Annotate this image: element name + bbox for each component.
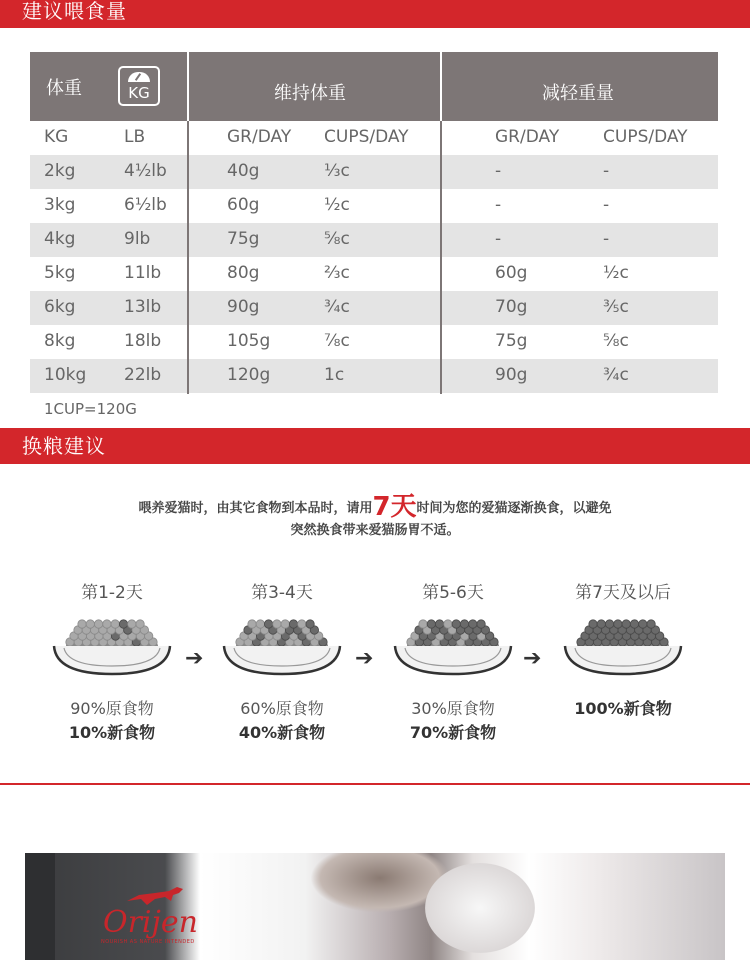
subheader-reduce-cups: CUPS/DAY — [603, 127, 688, 147]
cell-kg: 6kg — [44, 297, 76, 317]
table-row — [30, 325, 718, 359]
cell-reduce-cups: - — [603, 161, 610, 181]
subheader-maintain-gr: GR/DAY — [227, 127, 292, 147]
feeding-section-banner — [0, 0, 750, 28]
feeding-section-title: 建议喂食量 — [22, 0, 127, 23]
step-new-food: 10%新食物 — [68, 723, 156, 742]
step-old-food: 90%原食物 — [70, 699, 154, 718]
arrow-right-icon: ➔ — [355, 646, 374, 671]
logo-tagline: NOURISH AS NATURE INTENDED — [101, 939, 195, 945]
cell-kg: 10kg — [44, 365, 87, 385]
transition-step — [378, 578, 528, 742]
cell-maintain-cups: ¾c — [324, 297, 350, 317]
cell-maintain-cups: ⅞c — [324, 331, 350, 351]
column-divider — [187, 121, 189, 394]
orijen-logo — [103, 893, 213, 953]
step-full-new: 100%新食物 — [574, 699, 672, 718]
transition-section-title: 换粮建议 — [22, 434, 106, 458]
step-day-label: 第5-6天 — [422, 583, 484, 603]
cell-lb: 11lb — [124, 263, 162, 283]
cell-lb: 18lb — [124, 331, 162, 351]
cell-lb: 6½lb — [124, 195, 167, 215]
cell-reduce-gr: - — [495, 195, 502, 215]
cell-reduce-gr: 60g — [495, 263, 528, 283]
transition-section-banner — [0, 428, 750, 464]
table-row — [30, 223, 718, 257]
kg-badge-label: KG — [128, 84, 150, 102]
cell-reduce-gr: - — [495, 161, 502, 181]
cell-lb: 4½lb — [124, 161, 167, 181]
transition-step — [207, 578, 357, 742]
cell-lb: 22lb — [124, 365, 162, 385]
cell-maintain-gr: 40g — [227, 161, 260, 181]
running-dog-icon — [125, 885, 195, 907]
arrow-right-icon: ➔ — [523, 646, 542, 671]
cell-reduce-gr: - — [495, 229, 502, 249]
cell-maintain-gr: 90g — [227, 297, 260, 317]
cell-kg: 8kg — [44, 331, 76, 351]
intro-highlight-days: 7天 — [372, 492, 417, 522]
table-header — [30, 52, 718, 121]
step-day-label: 第1-2天 — [81, 583, 143, 603]
intro-text-before: 喂养爱猫时，由其它食物到本品时，请用 — [138, 501, 373, 516]
food-bowl-icon — [561, 616, 685, 676]
weight-header: 体重 — [46, 78, 82, 99]
logo-text: Orijen — [103, 905, 198, 940]
cell-maintain-gr: 120g — [227, 365, 271, 385]
cell-maintain-cups: ⅝c — [324, 229, 350, 249]
food-bowl-icon — [391, 616, 515, 676]
subheader-lb: LB — [124, 127, 146, 147]
cell-kg: 5kg — [44, 263, 76, 283]
cell-reduce-cups: ½c — [603, 263, 629, 283]
intro-text-after: 时间为您的爱猫逐渐换食，以避免 — [416, 501, 612, 516]
table-row — [30, 359, 718, 393]
cell-reduce-cups: ⅗c — [603, 297, 629, 317]
cell-maintain-gr: 105g — [227, 331, 271, 351]
cell-reduce-cups: - — [603, 229, 610, 249]
step-new-food: 70%新食物 — [409, 723, 497, 742]
cell-maintain-gr: 80g — [227, 263, 260, 283]
food-bowl-icon — [220, 616, 344, 676]
cell-kg: 2kg — [44, 161, 76, 181]
step-old-food: 60%原食物 — [240, 699, 324, 718]
cell-lb: 13lb — [124, 297, 162, 317]
cell-maintain-cups: ½c — [324, 195, 350, 215]
cell-kg: 4kg — [44, 229, 76, 249]
cell-reduce-cups: ⅝c — [603, 331, 629, 351]
step-day-label: 第7天及以后 — [575, 583, 671, 603]
subheader-reduce-gr: GR/DAY — [495, 127, 560, 147]
reduce-weight-header: 减轻重量 — [542, 83, 614, 104]
cell-lb: 9lb — [124, 229, 151, 249]
table-row — [30, 257, 718, 291]
table-row — [30, 291, 718, 325]
intro-text-line2: 突然换食带来爱猫肠胃不适。 — [290, 523, 460, 538]
cell-reduce-gr: 90g — [495, 365, 528, 385]
cell-reduce-gr: 70g — [495, 297, 528, 317]
cell-kg: 3kg — [44, 195, 76, 215]
maintain-weight-header: 维持体重 — [274, 83, 346, 104]
table-row — [30, 155, 718, 189]
cell-maintain-cups: ⅓c — [324, 161, 350, 181]
cell-reduce-gr: 75g — [495, 331, 528, 351]
transition-intro — [0, 492, 750, 542]
step-new-food: 40%新食物 — [238, 723, 326, 742]
subheader-kg: KG — [44, 127, 69, 147]
scale-icon — [118, 66, 160, 106]
step-old-food: 30%原食物 — [411, 699, 495, 718]
section-divider — [0, 783, 750, 785]
transition-step — [548, 578, 698, 718]
cell-maintain-gr: 60g — [227, 195, 260, 215]
column-divider — [440, 121, 442, 394]
cell-maintain-cups: 1c — [324, 365, 345, 385]
transition-step — [37, 578, 187, 742]
arrow-right-icon: ➔ — [185, 646, 204, 671]
table-row — [30, 189, 718, 223]
table-subheader — [30, 121, 718, 155]
cell-maintain-cups: ⅔c — [324, 263, 350, 283]
cell-reduce-cups: ¾c — [603, 365, 629, 385]
cell-reduce-cups: - — [603, 195, 610, 215]
cell-maintain-gr: 75g — [227, 229, 260, 249]
step-day-label: 第3-4天 — [251, 583, 313, 603]
cat-photo — [25, 853, 725, 960]
subheader-maintain-cups: CUPS/DAY — [324, 127, 409, 147]
cup-conversion-note: 1CUP=120G — [44, 400, 137, 418]
food-bowl-icon — [50, 616, 174, 676]
